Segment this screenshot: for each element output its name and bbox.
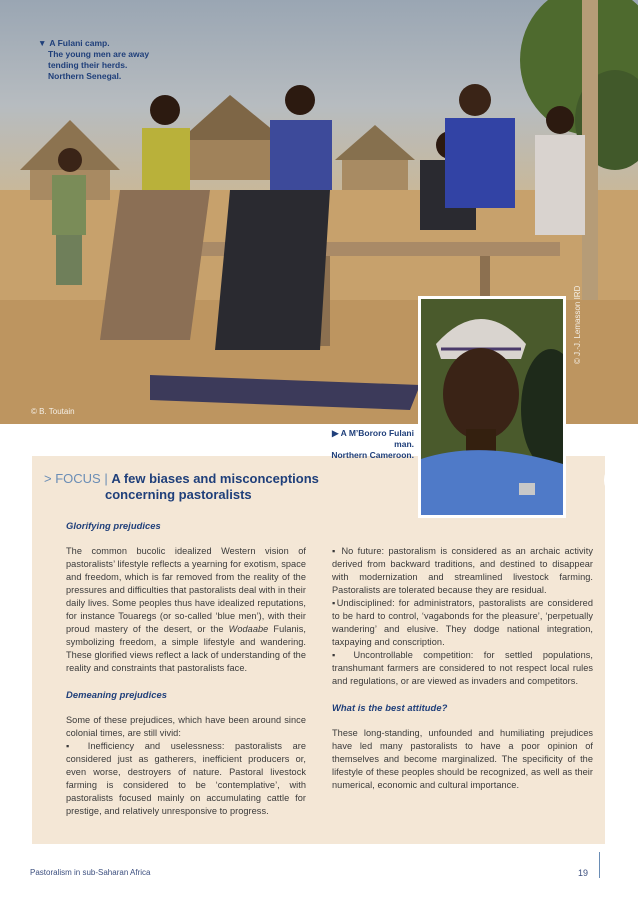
mbororo-man-illustration <box>421 299 563 515</box>
inset-photo <box>418 296 566 518</box>
caption-line: Northern Senegal. <box>48 71 122 81</box>
paragraph: ▪Undisciplined: for administrators, pastoralists are considered to be hard to control, ‘vagabonds for the pleasure’, ‘perpetually wandering’ and elusive. They dodge national integration, taxpaying and conscription. <box>332 598 593 647</box>
main-photo-caption <box>38 38 178 82</box>
focus-box-tab <box>604 460 638 500</box>
focus-right-column <box>332 545 593 792</box>
section-heading: What is the best attitude? <box>332 702 448 713</box>
paragraph: Some of these prejudices, which have been around since colonial times, are still vivid: <box>66 715 306 738</box>
focus-left-column <box>66 519 306 818</box>
wooden-bench <box>150 242 560 256</box>
inset-photo-caption <box>318 428 414 461</box>
caption-line-text: A Fulani camp. <box>49 38 110 48</box>
paragraph: ▪ Uncontrollable competition: for settled populations, transhumant farmers are considered to not respect local rules and regulations, or are viewed as invaders and competitors. <box>332 650 593 686</box>
paragraph: These long-standing, unfounded and humiliating prejudices have led many pastoralists to have a poor opinion of themselves and become marginalized. The specificity of the lifestyle of these peoples should be recognized, as well as their numerical, economic and cultural importance. <box>332 728 593 790</box>
caption-line <box>38 38 178 49</box>
caption-line-text: A M’Bororo Fulani man. <box>340 428 414 449</box>
page-number: 19 <box>578 868 589 878</box>
caption-line: tending their herds. <box>48 60 128 70</box>
focus-header <box>44 471 319 503</box>
paragraph-text: The common bucolic idealized Western vision of pastoralists’ lifestyle reflects a yearning for exotism, space and freedom, which is far removed from the reality of the pressures and difficulties that pastoralists deal with in their daily lives. Some peoples thus have idealized reputations, for instance Touaregs (or so-called ‘blue men’), with their proud mastery of the desert, or the <box>66 546 306 634</box>
inset-photo-credit-text: © J.-J. Lemasson IRD <box>573 285 582 364</box>
wristwatch <box>519 483 535 495</box>
footer-title: Pastoralism in sub-Saharan Africa <box>30 868 151 877</box>
focus-title-line1: A few biases and misconceptions <box>111 471 319 486</box>
caption-line: The young men are away <box>48 49 150 59</box>
hut-roof <box>335 125 415 160</box>
main-photo-credit: © B. Toutain <box>31 407 75 416</box>
caption-line <box>318 428 414 450</box>
caption-line: Northern Cameroon. <box>331 450 414 460</box>
triangle-right-icon: ▶ <box>332 428 341 438</box>
paragraph: ▪ No future: pastoralism is considered as an archaic activity derived from backward traditions, and destined to disappear with modernization and streamlined livestock farming. Pastoralists are tolerated because they are residual. <box>332 546 593 595</box>
paragraph-text: Fulanis, symbolizing freedom, a simple lifestyle and wandering. These glorified views reflect a lack of understanding of the reality and constraints that pastoralists face. <box>66 624 306 673</box>
person-old-man <box>445 84 515 208</box>
hut-wall <box>342 160 408 190</box>
triangle-down-icon: ▼ <box>38 38 47 48</box>
inset-photo-credit <box>565 285 582 368</box>
face <box>443 348 519 440</box>
footer-divider <box>599 852 600 878</box>
section-heading: Demeaning prejudices <box>66 689 168 700</box>
section-heading: Glorifying prejudices <box>66 520 161 531</box>
focus-tag: > FOCUS | <box>44 471 112 486</box>
paragraph <box>66 545 306 675</box>
focus-title-line2: concerning pastoralists <box>105 487 252 502</box>
hut-wall <box>190 140 275 180</box>
blue-robe <box>421 450 563 515</box>
paragraph: ▪ Inefficiency and uselessness: pastoralists are considered just as gatherers, inefficient producers or, even worse, destroyers of nature. Pastoral livestock farming is considered to be ‘contemplative’, with pastoralists focused mainly on accumulating cattle for prestige, and relatively unresponsive to progress. <box>66 741 306 816</box>
hut-roof <box>180 95 285 140</box>
paragraph-italic: Wodaabe <box>228 624 269 634</box>
